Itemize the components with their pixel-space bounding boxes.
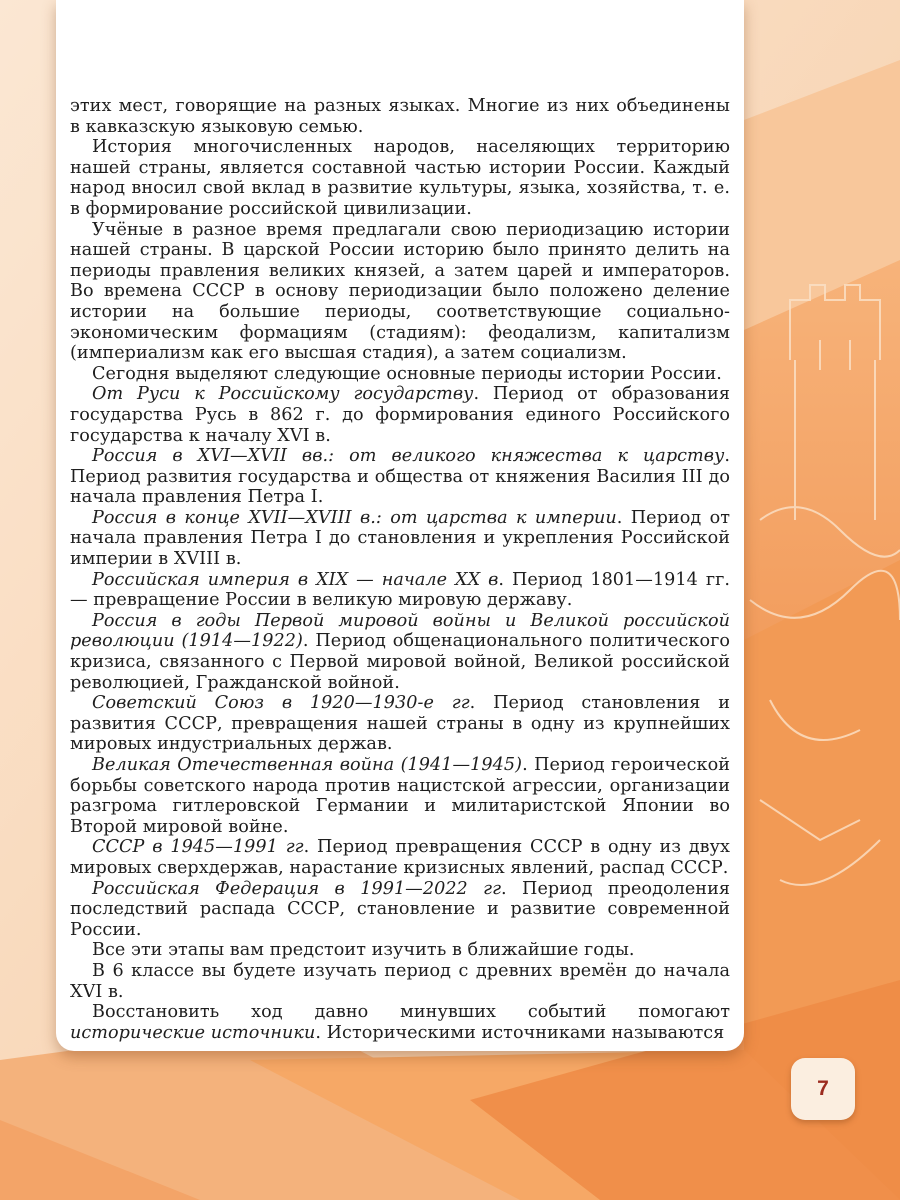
period-title: Россия в XVI—XVII вв.: от великого княжества к царству	[92, 446, 725, 467]
period-title: Великая Отечественная война (1941—1945)	[92, 755, 523, 775]
paragraph: Восстановить ход давно минувших событий помогают исторические источники. Историческими источниками называются	[70, 1002, 730, 1043]
period-item: Советский Союз в 1920—1930-е гг. Период становления и развития СССР, превращения нашей страны в одну из крупнейших мировых индустриальных держав.	[70, 693, 730, 755]
period-title: СССР в 1945—1991 гг	[92, 837, 304, 858]
paragraph: Все эти этапы вам предстоит изучить в ближайшие годы.	[92, 940, 635, 961]
period-item: Великая Отечественная война (1941—1945). Период героической борьбы советского народа против нацистской агрессии, организации разгрома гитлеровской Германии и милитаристской Японии во Второй мировой войне.	[70, 755, 730, 837]
period-title: От Руси к Российскому государству	[92, 384, 474, 405]
period-item: Россия в конце XVII—XVIII в.: от царства к империи. Период от начала правления Петра I до становления и укрепления Российской империи в XVIII в.	[70, 507, 730, 570]
period-item: От Руси к Российскому государству. Период от образования государства Русь в 862 г. до формирования единого Российского государства к началу XVI в.	[70, 384, 730, 446]
body-text	[70, 96, 730, 1043]
paragraph: Сегодня выделяют следующие основные периоды истории России.	[92, 363, 722, 384]
page-number: 7	[791, 1058, 855, 1120]
paragraph-continuation: этих мест, говорящие на разных языках. Многие из них объединены в кавказскую языковую семью.	[70, 96, 730, 137]
period-item: СССР в 1945—1991 гг. Период превращения СССР в одну из двух мировых сверхдержав, нарастание кризисных явлений, распад СССР.	[70, 837, 730, 878]
period-item: Россия в XVI—XVII вв.: от великого княжества к царству. Период развития государства и общества от княжения Василия III до начала правления Петра I.	[70, 446, 730, 508]
period-title: Россия в конце XVII—XVIII в.: от царства к империи	[92, 507, 617, 528]
paragraph: В 6 классе вы будете изучать период с древних времён до начала XVI в.	[70, 960, 730, 1002]
period-item: Россия в годы Первой мировой войны и Великой российской революции (1914—1922). Период общенационального политического кризиса, связанного с Первой мировой войной, Великой российской революцией, Гражданской войной.	[70, 610, 730, 693]
paragraph: Учёные в разное время предлагали свою периодизацию истории нашей страны. В царской России историю было принято делить на периоды правления великих князей, а затем царей и императоров. Во времена СССР в основу периодизации было положено деление истории на большие периоды, соответствующие социально-экономическим формациям (стадиям): феодализм, капитализм (империализм как его высшая стадия), а затем социализм.	[70, 219, 730, 364]
period-title: Российская Федерация в 1991—2022 гг	[92, 878, 502, 899]
period-title: Российская империя в XIX — начале XX в	[92, 569, 499, 590]
term-historical-sources: исторические источники	[70, 1022, 316, 1043]
period-item: Российская империя в XIX — начале XX в. Период 1801—1914 гг. — превращение России в великую мировую державу.	[70, 569, 731, 611]
page-card	[56, 0, 744, 1051]
period-item: Российская Федерация в 1991—2022 гг. Период преодоления последствий распада СССР, становление и развитие современной России.	[70, 878, 730, 940]
paragraph: История многочисленных народов, населяющих территорию нашей страны, является составной частью истории России. Каждый народ вносил свой вклад в развитие культуры, языка, хозяйства, т. е. в формирование российской цивилизации.	[70, 137, 730, 219]
period-title: Советский Союз в 1920—1930-е гг	[92, 693, 470, 714]
period-title: Россия в годы Первой мировой войны и Великой российской революции (1914—1922)	[70, 610, 730, 652]
